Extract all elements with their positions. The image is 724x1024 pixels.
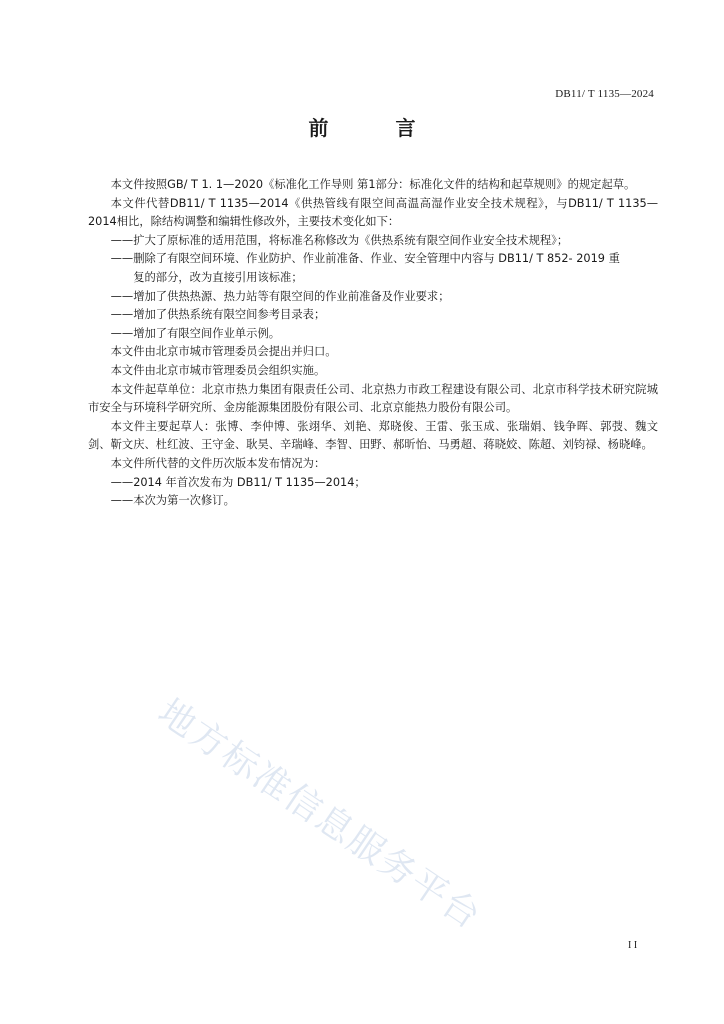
change-item-deletion-line2: 复的部分，改为直接引用该标准； (133, 270, 303, 284)
change-item-reference-list: ——增加了供热系统有限空间参考目录表； (110, 308, 326, 322)
change-item-deletion (88, 250, 658, 287)
paragraph-proposer: 本文件由北京市城市管理委员会提出并归口。 (110, 345, 337, 359)
history-item-first: ——2014 年首次发布为 DB11/ T 1135—2014； (110, 475, 366, 489)
change-item-deletion-line1: ——删除了有限空间环境、作业防护、作业前准备、作业、安全管理中内容与 DB11/ T 852- 2019 重 (110, 252, 620, 266)
paragraph-history-intro: 本文件所代替的文件历次版本发布情况为： (110, 456, 326, 470)
watermark-text: 地方标准信息服务平台 (150, 691, 489, 939)
change-item-work-form: ——增加了有限空间作业单示例。 (110, 326, 281, 340)
document-body (88, 176, 658, 511)
page-number: I I (628, 940, 638, 951)
paragraph-drafters: 本文件主要起草人：张博、李仲博、张翊华、刘艳、郑晓俊、王雷、张玉成、张瑞娟、钱争晖、郭弢、魏文剑、靳文庆、杜红波、王守金、耿昊、辛瑞峰、李智、田野、郝昕怡、马勇超、蒋晓姣、陈超、刘钧禄、杨晓峰。 (88, 419, 658, 452)
paragraph-drafting-units: 本文件起草单位：北京市热力集团有限责任公司、北京热力市政工程建设有限公司、北京市科学技术研究院城市安全与环境科学研究所、金房能源集团股份有限公司、北京京能热力股份有限公司。 (88, 382, 658, 415)
paragraph-replacement: 本文件代替DB11/ T 1135—2014《供热管线有限空间高温高湿作业安全技术规程》，与DB11/ T 1135—2014相比，除结构调整和编辑性修改外，主要技术变化如下： (88, 196, 658, 229)
paragraph-drafting-basis: 本文件按照GB/ T 1. 1—2020《标准化工作导则 第1部分：标准化文件的结构和起草规则》的规定起草。 (110, 178, 636, 191)
document-code: DB11/ T 1135—2024 (555, 88, 654, 100)
change-item-scope: ——扩大了原标准的适用范围，将标准名称修改为《供热系统有限空间作业安全技术规程》； (110, 233, 569, 247)
change-item-heat-source: ——增加了供热热源、热力站等有限空间的作业前准备及作业要求； (110, 289, 450, 303)
page-title: 前 言 (308, 116, 446, 140)
paragraph-implementer: 本文件由北京市城市管理委员会组织实施。 (110, 363, 326, 377)
history-item-revision: ——本次为第一次修订。 (110, 494, 235, 508)
